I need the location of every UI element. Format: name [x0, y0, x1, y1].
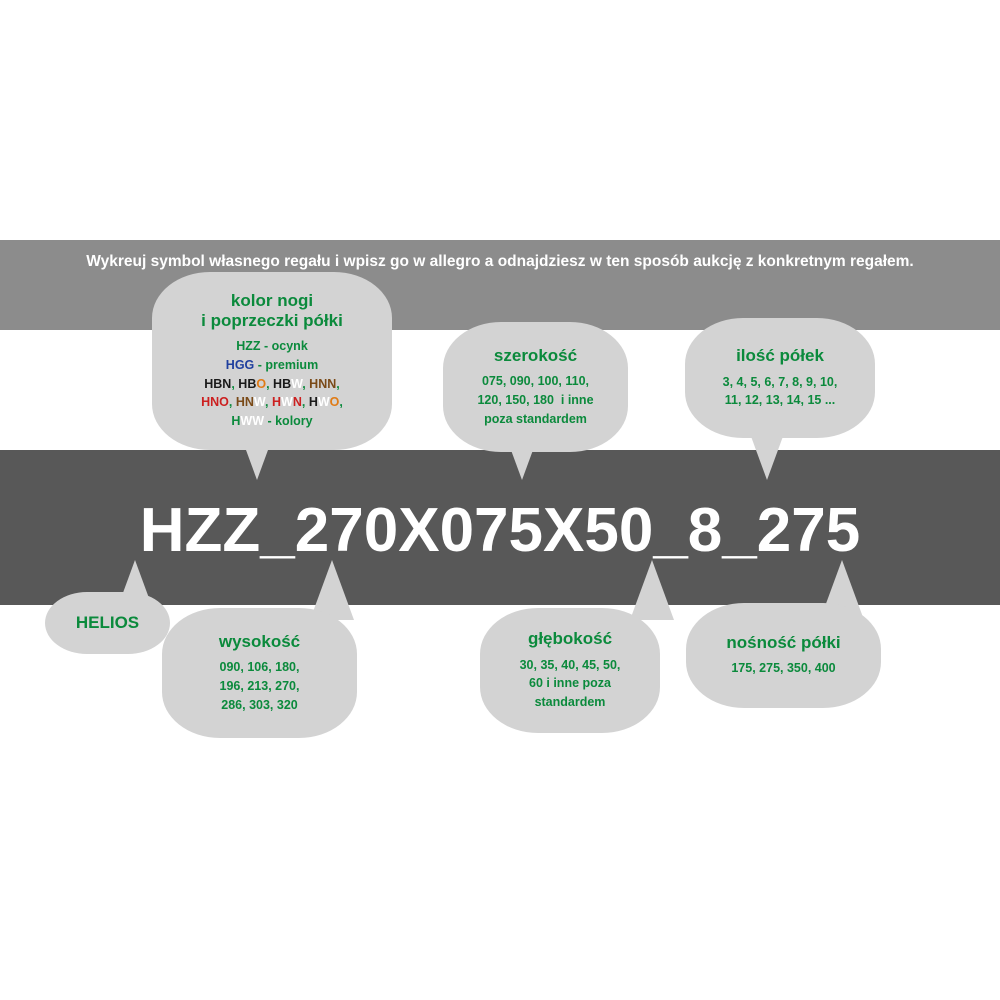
brand-label: HELIOS: [75, 613, 140, 633]
bubble-nosnosc-polki: [686, 603, 881, 708]
bubble-ilosc-polek: [685, 318, 875, 438]
bubble-helios: [45, 592, 170, 654]
bubble-kolor-nogi-body: HZZ - ocynk HGG - premium HBN, HBO, HBW, HNN, HNO, HNW, HWN, HWO, HWW - kolory: [201, 339, 343, 429]
bubble-ilosc-polek-body: 3, 4, 5, 6, 7, 8, 9, 10, 11, 12, 13, 14, 15 ...: [722, 374, 838, 408]
bubble-nosnosc-polki-title: nośność półki: [726, 632, 841, 652]
bubble-wysokosc-body: 090, 106, 180, 196, 213, 270, 286, 303, 320: [219, 660, 300, 712]
bubble-kolor-nogi-title: kolor nogi i poprzeczki półki: [201, 291, 343, 330]
product-code: HZZ_270X075X50_8_275: [139, 496, 861, 565]
bubble-kolor-nogi: [152, 272, 392, 450]
bubble-nosnosc-polki-body: 175, 275, 350, 400: [731, 661, 836, 676]
header-caption: Wykreuj symbol własnego regału i wpisz go w allegro a odnajdziesz w ten sposób aukcję z konkretnym regałem.: [86, 253, 914, 270]
bubble-glebokosc-body: 30, 35, 40, 45, 50, 60 i inne poza standardem: [519, 657, 621, 710]
bubble-szerokosc-body: 075, 090, 100, 110, 120, 150, 180 i inne poza standardem: [477, 374, 594, 426]
bubble-szerokosc-title: szerokość: [493, 345, 578, 365]
bubble-szerokosc: [443, 322, 628, 452]
bubble-wysokosc: [162, 608, 357, 738]
bubble-ilosc-polek-title: ilość półek: [736, 345, 824, 365]
bubble-wysokosc-title: wysokość: [218, 631, 301, 651]
tail-glebokosc: [630, 560, 674, 620]
bubble-glebokosc: [480, 608, 660, 733]
bubble-glebokosc-title: głębokość: [527, 629, 613, 649]
